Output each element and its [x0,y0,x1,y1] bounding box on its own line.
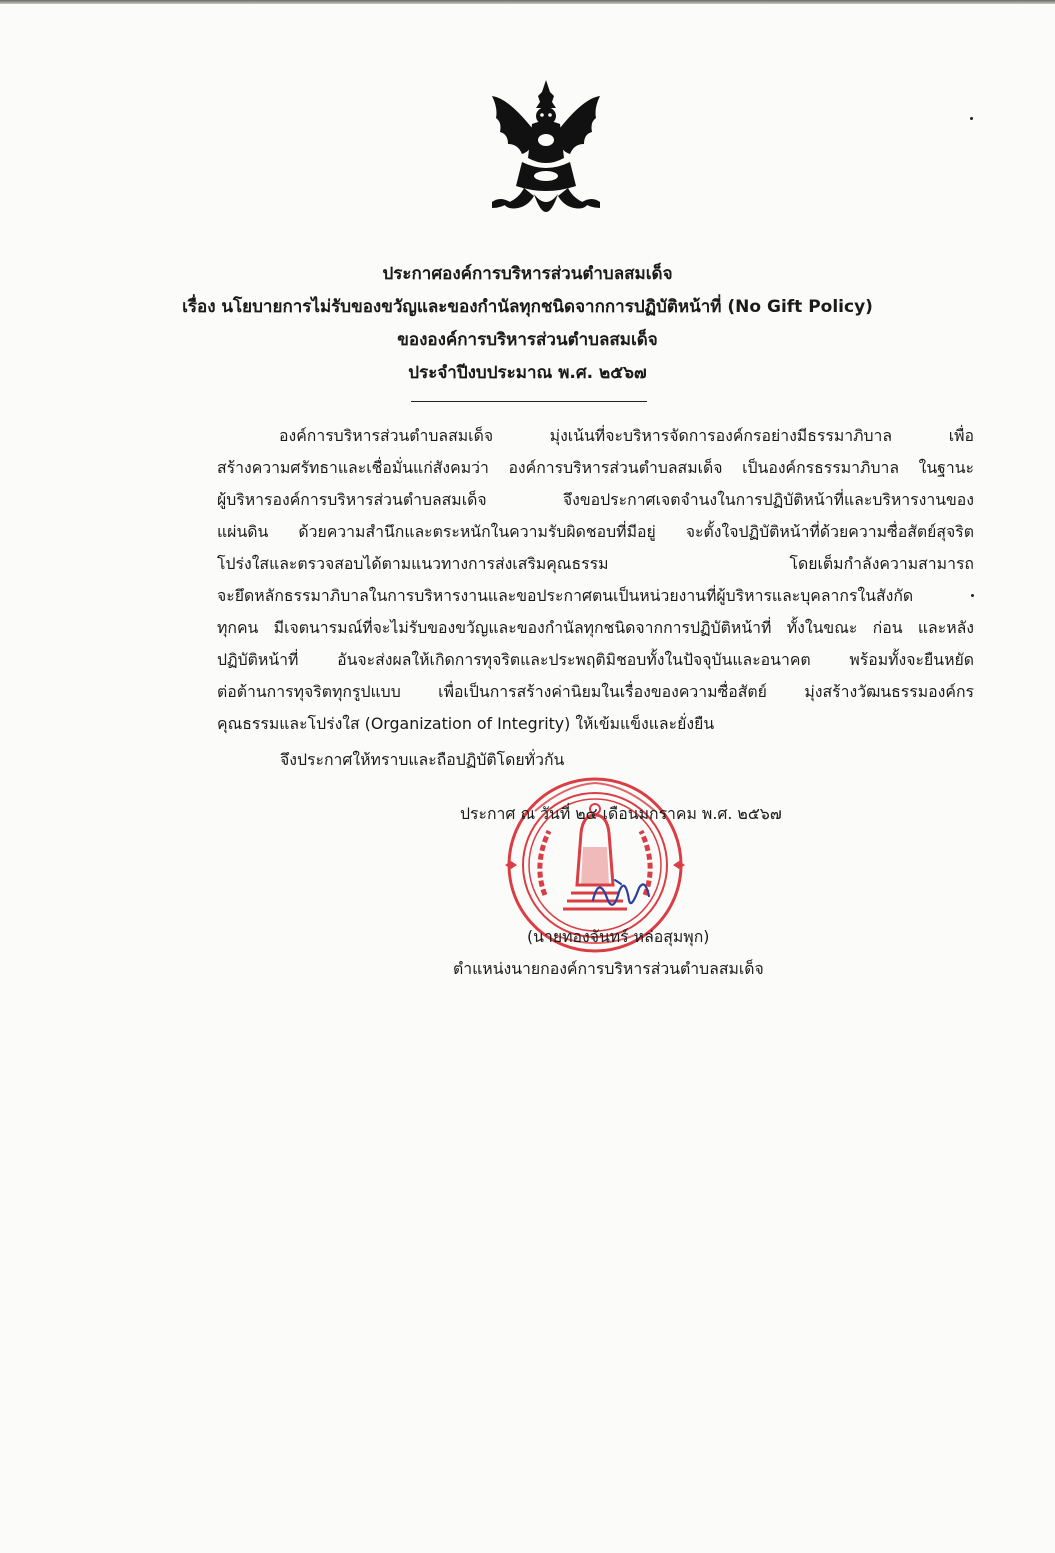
body-line: ต่อต้านการทุจริตทุกรูปแบบ เพื่อเป็นการสร้างค่านิยมในเรื่องของความซื่อสัตย์ มุ่งสร้างวัฒนธรรมองค์กร [217,682,974,701]
heading-fiscal-year: ประจำปีงบประมาณ พ.ศ. ๒๕๖๗ [408,363,647,383]
body-line: องค์การบริหารส่วนตำบลสมเด็จ มุ่งเน้นที่จะบริหารจัดการองค์กรอย่างมีธรรมาภิบาล เพื่อ [279,426,974,445]
scan-speck [970,117,973,120]
body-line: แผ่นดิน ด้วยความสำนึกและตระหนักในความรับผิดชอบที่มีอยู่ จะตั้งใจปฏิบัติหน้าที่ด้วยความซื่อสัตย์สุจริต [217,522,974,541]
body-line: ผู้บริหารองค์การบริหารส่วนตำบลสมเด็จ จึงขอประกาศเจตจำนงในการปฏิบัติหน้าที่และบริหารงานของ [217,490,974,509]
heading-subject: เรื่อง นโยบายการไม่รับของขวัญและของกำนัลทุกชนิดจากการปฏิบัติหน้าที่ (No Gift Policy) [182,297,873,317]
signature-icon [585,870,655,920]
heading-title: ประกาศองค์การบริหารส่วนตำบลสมเด็จ [382,264,673,284]
announcement-heading [100,258,955,390]
announcement-date: ประกาศ ณ วันที่ ๒๔ เดือนมกราคม พ.ศ. ๒๕๖๗ [460,804,782,823]
body-line: โปร่งใสและตรวจสอบได้ตามแนวทางการส่งเสริมคุณธรรม โดยเต็มกำลังความสามารถ [217,554,974,573]
announcement-body [217,420,974,740]
garuda-emblem-icon [488,78,604,230]
heading-divider [411,401,647,402]
signer-position: ตำแหน่งนายกองค์การบริหารส่วนตำบลสมเด็จ [453,959,764,978]
closing-statement: จึงประกาศให้ทราบและถือปฏิบัติโดยทั่วกัน [280,750,565,769]
signer-name: (นายทองจันทร์ หล่อสุมพุก) [527,927,710,946]
body-line: ทุกคน มีเจตนารมณ์ที่จะไม่รับของขวัญและของกำนัลทุกชนิดจากการปฏิบัติหน้าที่ ทั้งในขณะ ก่อน และหลัง [217,618,974,637]
body-line: จะยึดหลักธรรมาภิบาลในการบริหารงานและขอประกาศตนเป็นหน่วยงานที่ผู้บริหารและบุคลากรในสังกัด [217,586,914,605]
body-line: ปฏิบัติหน้าที่ อันจะส่งผลให้เกิดการทุจริตและประพฤติมิชอบทั้งในปัจจุบันและอนาคต พร้อมทั้งจะยืนหยัด [217,650,974,669]
scan-edge [0,0,1055,4]
body-line: สร้างความศรัทธาและเชื่อมั่นแก่สังคมว่า องค์การบริหารส่วนตำบลสมเด็จ เป็นองค์กรธรรมาภิบาล ในฐานะ [217,458,974,477]
heading-organization: ขององค์การบริหารส่วนตำบลสมเด็จ [397,330,658,350]
body-line: คุณธรรมและโปร่งใส (Organization of Integrity) ให้เข้มแข็งและยั่งยืน [217,714,715,733]
